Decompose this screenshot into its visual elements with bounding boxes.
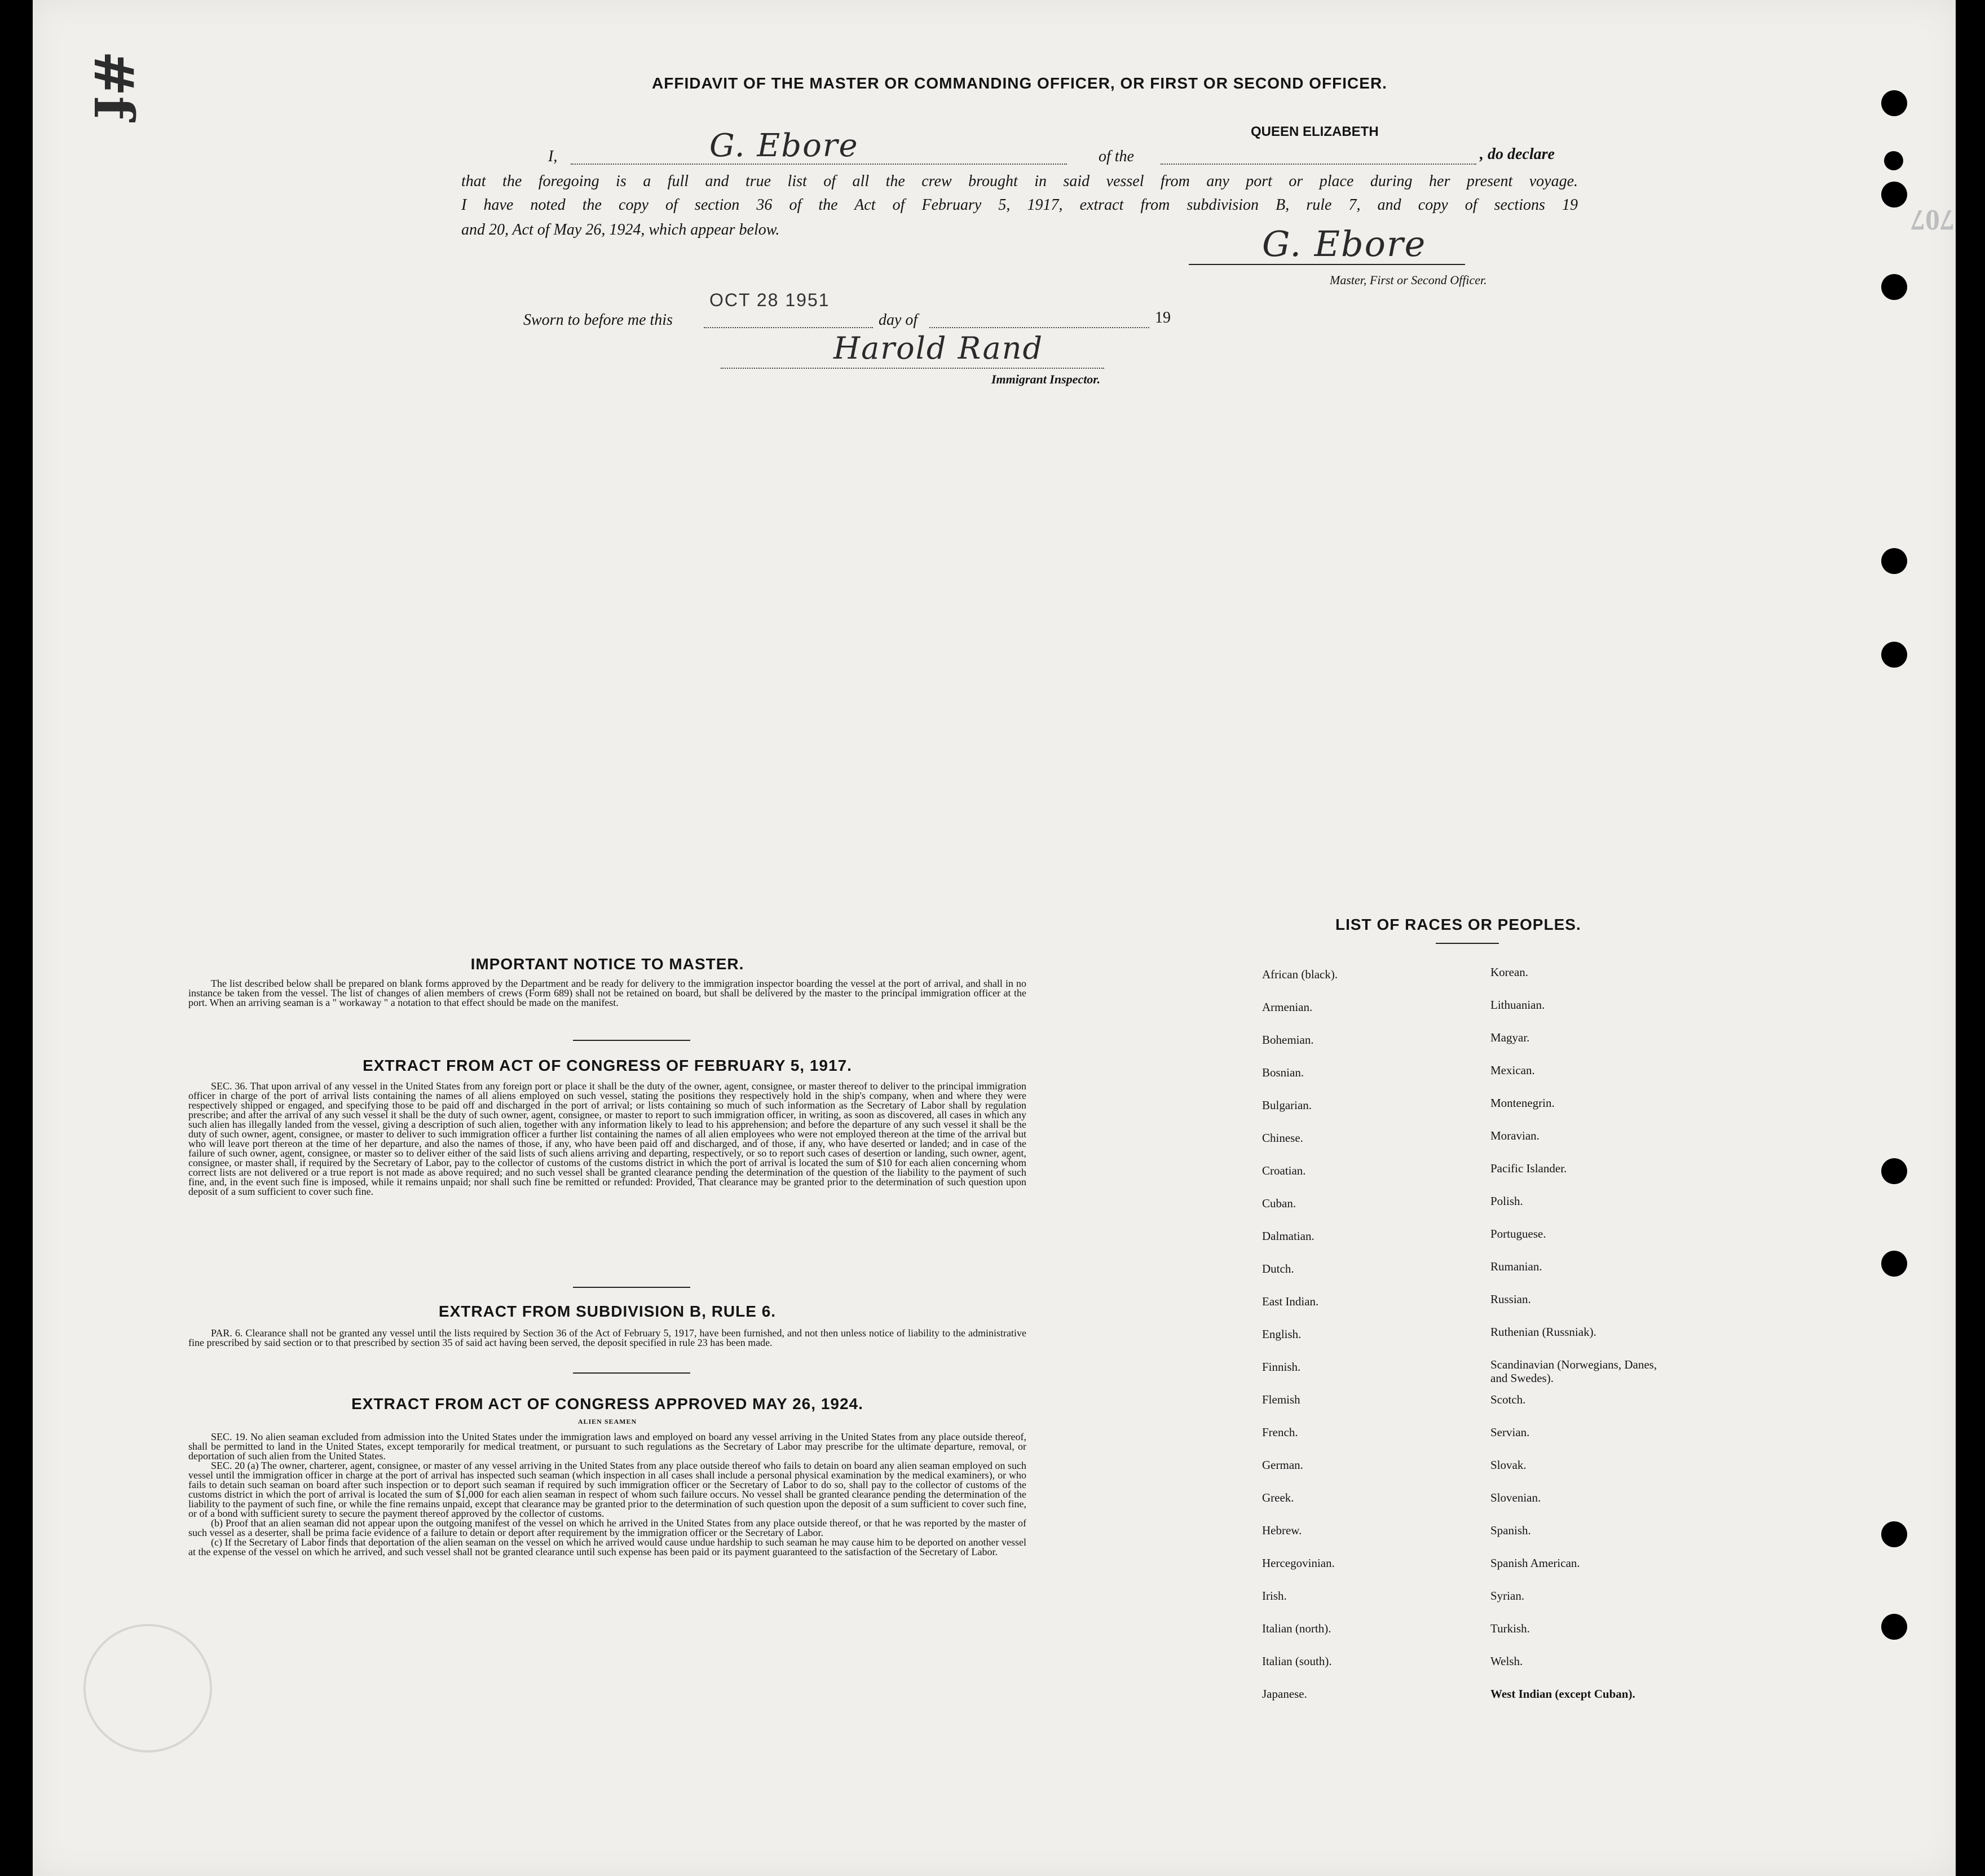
affidavit-line-3: I have noted the copy of section 36 of the Act of February 5, 1917, extract from subdivision B, rule 7, and copy of sections 19 [461,196,1578,214]
punch-hole [1881,1158,1907,1184]
race-item: Portuguese. [1490,1227,1546,1241]
race-item: Japanese. [1262,1687,1307,1701]
race-item: Magyar. [1490,1031,1530,1044]
race-item: Lithuanian. [1490,998,1545,1012]
punch-hole [1881,548,1907,574]
notice-text: The list described below shall be prepared on blank forms approved by the Department and be ready for delivery to the immigration inspector boarding the vessel at the port of arrival, and shall in no instance be taken from the vessel. The list of changes of alien members of crews (Form 689) shall not be retained on board, but shall be delivered by the master to the principal immigration officer at the port. When an arriving seaman is a " workaway " a notation to that effect should be made on the manifest. [188,978,1026,1008]
race-item: East Indian. [1262,1295,1319,1308]
race-item: Scotch. [1490,1393,1526,1406]
punch-hole [1881,642,1907,668]
race-item: German. [1262,1458,1303,1472]
punch-hole [1881,1614,1907,1640]
race-item: Irish. [1262,1589,1287,1603]
race-item: Scandinavian (Norwegians, Danes, and Swedes). [1490,1358,1657,1385]
race-item: French. [1262,1425,1298,1439]
races-left-column [1262,968,1476,1712]
extract-1917-text: SEC. 36. That upon arrival of any vessel in the United States from any foreign port or place it shall be the duty of the owner, agent, consignee, or master thereof to deliver to the principal immigration officer in charge of the port of arrival lists containing the names of all aliens employed on such vessel, stating the positions they respectively hold in the ship's company, when and where they were respectively shipped or engaged, and specifying those to be paid off and discharged in the port of arrival; or lists containing so much of such information as the Secretary of Labor shall by regulation prescribe; and after the arrival of any such vessel it shall be the duty of such owner, agent, consignee, or master to report to such immigration officer, in writing, as soon as discovered, all cases in which any such alien has illegally landed from the vessel, giving a description of such alien, together with any information likely to lead to his apprehension; and before the departure of any such vessel it shall be the duty of such owner, agent, consignee, or master to deliver to such immigration officer a further list containing the names of all alien employees who were not employed thereon at the time of the arrival but who will leave port thereon at the time of her departure, and also the names of those, if any, who have been paid off and discharged, and of those, if any, who have deserted or landed; and in case of the failure of such owner, agent, consignee, or master so to deliver either of the said lists of such aliens arriving and departing, respectively, or so to report such cases of desertion or landing, such owner, agent, consignee, or master shall, if required by the Secretary of Labor, pay to the collector of customs of the customs district in which the port of arrival is located the sum of $10 for each alien concerning whom correct lists are not delivered or a true report is not made as above required; and no such vessel shall be granted clearance pending the determination of the question of the liability to the payment of such fine, and, in the event such fine is imposed, while it remains unpaid; nor shall such fine be remitted or refunded: Provided, That clearance may be granted prior to the determination of such question upon deposit of a sum sufficient to cover such fine. [188,1080,1026,1197]
affidavit-line-2: that the foregoing is a full and true list of all the crew brought in said vessel from any port or place during her present voyage. [461,173,1578,190]
extract-1917-title: EXTRACT FROM ACT OF CONGRESS OF FEBRUARY 5, 1917. [363,1057,852,1074]
race-item: Montenegrin. [1490,1096,1555,1110]
race-item: Korean. [1490,965,1529,979]
year-prefix: 19 [1155,309,1171,326]
affidavit-title: AFFIDAVIT OF THE MASTER OR COMMANDING OFFICER, OR FIRST OR SECOND OFFICER. [652,74,1387,92]
punch-hole [1884,151,1903,170]
race-item: Bosnian. [1262,1066,1304,1079]
race-item: Spanish. [1490,1524,1531,1537]
divider [573,1287,690,1288]
race-item: Bulgarian. [1262,1098,1312,1112]
race-item: Italian (north). [1262,1622,1331,1635]
race-item: Rumanian. [1490,1260,1542,1273]
race-item: Dutch. [1262,1262,1294,1275]
divider [573,1040,690,1041]
race-item: Spanish American. [1490,1556,1580,1570]
inspector-signature: Harold Rand [833,330,1044,366]
officer-caption: Master, First or Second Officer. [1330,273,1487,287]
officer-signature: G. Ebore [1262,223,1427,264]
extract-rule-title: EXTRACT FROM SUBDIVISION B, RULE 6. [438,1303,777,1320]
affidavit-line-4: and 20, Act of May 26, 1924, which appear below. [461,221,780,239]
race-item: Slovak. [1490,1458,1527,1472]
document-page [33,0,1956,1876]
race-item: Cuban. [1262,1197,1296,1210]
race-item: Hebrew. [1262,1524,1302,1537]
race-item: English. [1262,1327,1302,1341]
race-item: Armenian. [1262,1000,1313,1014]
inspector-line [721,368,1104,369]
bleed-through-number: 707 [1911,204,1955,236]
race-item: Welsh. [1490,1654,1523,1668]
race-item: Turkish. [1490,1622,1530,1635]
corner-ink-mark: #f [82,51,145,120]
race-item: Moravian. [1490,1129,1540,1142]
race-item: Ruthenian (Russniak). [1490,1325,1596,1339]
i-label: I, [548,148,558,165]
notice-title: IMPORTANT NOTICE TO MASTER. [470,955,744,973]
inspector-caption: Immigrant Inspector. [991,372,1101,386]
of-the-label: of the [1099,148,1134,165]
race-item: Finnish. [1262,1360,1301,1374]
punch-hole [1881,1521,1907,1547]
race-item: Greek. [1262,1491,1294,1504]
race-item: African (black). [1262,968,1338,981]
master-name-signature: G. Ebore [709,127,859,164]
race-item: Chinese. [1262,1131,1303,1145]
punch-hole [1881,90,1907,116]
race-item: Hercegovinian. [1262,1556,1335,1570]
extract-1924-subtitle: ALIEN SEAMEN [577,1418,637,1425]
race-item: Mexican. [1490,1063,1535,1077]
vessel-line [1161,164,1476,165]
race-item: Polish. [1490,1194,1523,1208]
day-of-label: day of [879,311,918,329]
race-item: West Indian (except Cuban). [1490,1687,1635,1701]
race-item: Slovenian. [1490,1491,1541,1504]
race-item: Syrian. [1490,1589,1525,1603]
extract-rule-text: PAR. 6. Clearance shall not be granted any vessel until the lists required by Section 36 of the Act of February 5, 1917, have been furnished, and not then unless notice of liability to the administrative fine prescribed by said section or to that prescribed by section 35 of said act having been served, the deposit specified in rule 23 has been made. [188,1327,1026,1348]
punch-hole [1881,182,1907,208]
race-item: Croatian. [1262,1164,1306,1177]
race-item: Russian. [1490,1292,1531,1306]
faded-stamp [83,1624,212,1753]
race-item: Flemish [1262,1393,1300,1406]
race-item: Dalmatian. [1262,1229,1314,1243]
race-item: Pacific Islander. [1490,1162,1567,1175]
do-declare-label: , do declare [1480,145,1555,163]
date-stamp: OCT 28 1951 [709,290,830,310]
punch-hole [1881,1251,1907,1277]
race-item: Bohemian. [1262,1033,1314,1047]
officer-signature-line [1189,264,1465,265]
races-title: LIST OF RACES OR PEOPLES. [1335,916,1581,933]
vessel-name: QUEEN ELIZABETH [1251,124,1379,139]
race-item: Italian (south). [1262,1654,1332,1668]
punch-hole [1881,274,1907,300]
sworn-day-line [704,327,873,328]
extract-1924-title: EXTRACT FROM ACT OF CONGRESS APPROVED MAY 26, 1924. [351,1395,863,1412]
extract-1924-text: SEC. 19. No alien seaman excluded from admission into the United States under the immigration laws and employed on board any vessel arriving in the United States from any place outside thereof, shall be permitted to land in the United States, except temporarily for medical treatment, or pursuant to such regulations as the Secretary of Labor may prescribe for the ultimate departure, removal, or deportation of such alien from the United States. SEC. 20 (a) The owner, charterer, agent, consignee, or master of any vessel arriving in the United States from any place outside thereof who fails to detain on board any alien seaman employed on such vessel until the immigration officer in charge at the port of arrival has inspected such seaman (which inspection in all cases shall include a personal physical examination by the medical examiners), or who fails to detain such seaman on board after such inspection or to deport such seaman if required by such immigration officer or the Secretary of Labor to do so, shall pay to the collector of customs of the customs district in which the port of arrival is located the sum of $1,000 for each alien seaman in respect of whom such failure occurs. No vessel shall be granted clearance pending the determination of the liability to the payment of such fine, or while the fine remains unpaid, except that clearance may be granted prior to the determination of such question upon the deposit of a sum sufficient to cover such fine, or of a bond with sufficient surety to secure the payment thereof approved by the collector of customs. (b) Proof that an alien seaman did not appear upon the outgoing manifest of the vessel on which he arrived in the United States from any place outside thereof, or that he was reported by the master of such vessel as a deserter, shall be prima facie evidence of a failure to detain or deport after requirement by the immigration officer or the Secretary of Labor. (c) If the Secretary of Labor finds that deportation of the alien seaman on the vessel on which he arrived would cause undue hardship to such seaman he may cause him to be deported on another vessel at the expense of the vessel on which he arrived, and such vessel shall not be granted clearance until such expense has been paid or its payment guaranteed to the satisfaction of the Secretary of Labor. [188,1431,1026,1557]
sworn-label: Sworn to before me this [523,311,673,329]
race-item: Servian. [1490,1425,1530,1439]
divider [573,1372,690,1374]
races-divider [1436,943,1499,944]
races-right-column [1490,965,1716,1715]
month-line [929,327,1149,328]
